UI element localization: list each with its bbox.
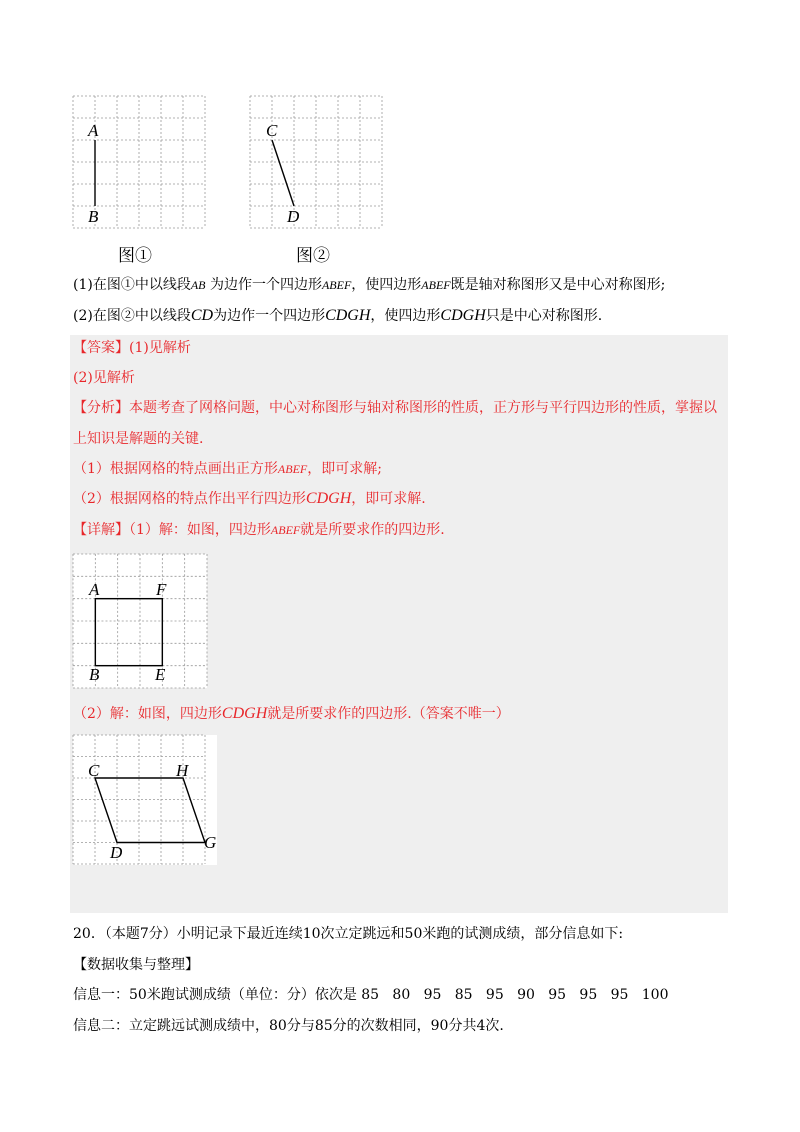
label-h-sol: H bbox=[176, 761, 189, 780]
analysis-line-1: 【分析】本题考查了网格问题，中心对称图形与轴对称图形的性质，正方形与平行四边形的性质，掌握以 bbox=[73, 400, 717, 416]
label-b-sol: B bbox=[89, 665, 100, 684]
label-c-sol: C bbox=[88, 761, 100, 780]
problem-20-info-1: 信息一：50米跑试测成绩（单位：分）依次是 85 80 95 85 95 90 95 95 95 100 bbox=[73, 987, 669, 1003]
figure-2-grid bbox=[250, 96, 382, 228]
detail-2: （2）解：如图，四边形CDGH就是所要求作的四边形.（答案不唯一） bbox=[73, 705, 510, 722]
figure-2-caption: 图② bbox=[296, 246, 330, 266]
solution-figure-2 bbox=[73, 735, 217, 865]
step-2: （2）根据网格的特点作出平行四边形CDGH，即可求解. bbox=[73, 490, 426, 507]
label-a: A bbox=[88, 121, 99, 140]
label-b: B bbox=[88, 207, 99, 226]
analysis-line-2: 上知识是解题的关键. bbox=[73, 431, 204, 447]
label-a-sol: A bbox=[89, 580, 100, 599]
question-1: (1)在图①中以线段AB 为边作一个四边形ABEF，使四边形ABEF既是轴对称图形又是中心对称图形; bbox=[73, 277, 666, 293]
detail-1: 【详解】（1）解：如图，四边形ABEF就是所要求作的四边形. bbox=[73, 522, 445, 538]
answer-1: 【答案】(1)见解析 bbox=[73, 340, 191, 356]
answer-2: (2)见解析 bbox=[73, 370, 135, 386]
label-e-sol: E bbox=[155, 665, 166, 684]
question-2: (2)在图②中以线段CD为边作一个四边形CDGH，使四边形CDGH只是中心对称图形. bbox=[73, 307, 603, 324]
figure-1-caption: 图① bbox=[118, 246, 152, 266]
segment-cd bbox=[272, 140, 294, 206]
label-g-sol: G bbox=[204, 833, 217, 852]
label-d-sol: D bbox=[110, 843, 123, 862]
label-f-sol: F bbox=[156, 580, 167, 599]
label-d: D bbox=[287, 207, 300, 226]
problem-20-intro: 20．（本题7分）小明记录下最近连续10次立定跳远和50米跑的试测成绩，部分信息如下: bbox=[73, 926, 624, 942]
step-1: （1）根据网格的特点画出正方形ABEF，即可求解; bbox=[73, 461, 382, 477]
label-c: C bbox=[266, 121, 278, 140]
problem-20-info-2: 信息二：立定跳远试测成绩中，80分与85分的次数相同，90分共4次. bbox=[73, 1018, 504, 1034]
problem-20-section: 【数据收集与整理】 bbox=[73, 957, 199, 973]
